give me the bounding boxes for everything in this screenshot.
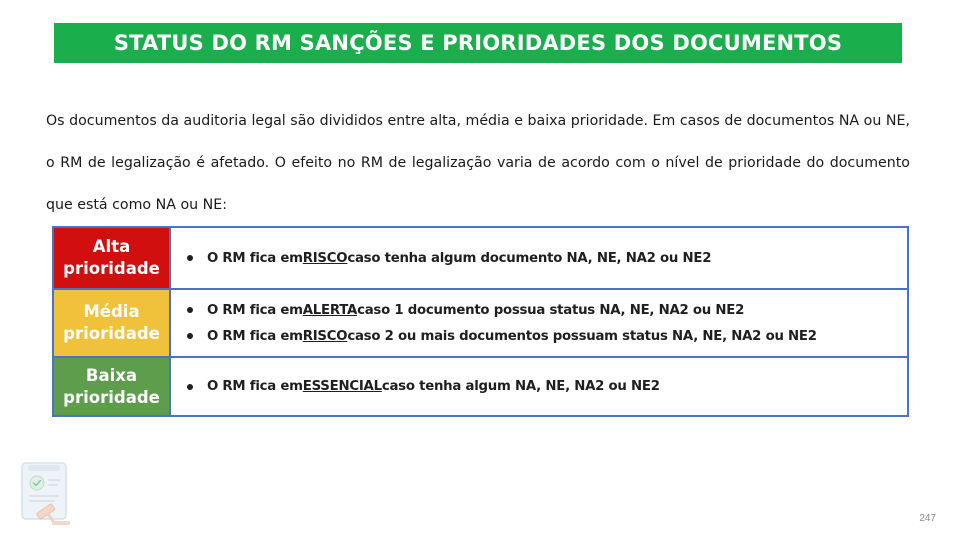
rule-keyword: RISCO bbox=[302, 250, 348, 266]
rule-text-after: caso tenha algum documento NA, NE, NA2 ou NE2 bbox=[347, 250, 712, 266]
rule-item bbox=[187, 245, 907, 271]
priority-content-medium bbox=[171, 290, 907, 356]
priority-label-low: Baixa prioridade bbox=[54, 358, 171, 415]
priority-row-high bbox=[54, 228, 907, 288]
rule-text-before: O RM fica em bbox=[207, 379, 303, 394]
rule-item bbox=[187, 374, 907, 400]
rule-keyword: ESSENCIAL bbox=[302, 379, 382, 394]
priority-content-high bbox=[171, 228, 907, 288]
priority-content-low bbox=[171, 358, 907, 415]
bullet-dot-icon bbox=[187, 333, 193, 339]
legal-document-gavel-icon bbox=[20, 461, 76, 527]
rule-text-before: O RM fica em bbox=[207, 302, 303, 318]
rule-keyword: ALERTA bbox=[302, 302, 358, 318]
priority-label-high: Alta prioridade bbox=[54, 228, 171, 288]
rule-text-after: caso 2 ou mais documentos possuam status NA, NE, NA2 ou NE2 bbox=[347, 328, 817, 344]
rule-text-after: caso 1 documento possua status NA, NE, NA2 ou NE2 bbox=[357, 302, 745, 318]
intro-paragraph: Os documentos da auditoria legal são divididos entre alta, média e baixa prioridade. Em casos de documentos NA ou NE, o RM de legalização é afetado. O efeito no RM de legalização varia de acordo com o nível de prioridade do documento que está como NA ou NE: bbox=[46, 113, 910, 213]
priority-row-medium bbox=[54, 288, 907, 356]
rule-item bbox=[187, 323, 907, 349]
priority-table bbox=[52, 226, 909, 417]
rule-text-after: caso tenha algum NA, NE, NA2 ou NE2 bbox=[381, 379, 660, 394]
bullet-dot-icon bbox=[187, 307, 193, 313]
page-title: STATUS DO RM SANÇÕES E PRIORIDADES DOS DOCUMENTOS bbox=[113, 31, 843, 55]
bullet-dot-icon bbox=[187, 255, 193, 261]
rule-text-before: O RM fica em bbox=[207, 250, 303, 266]
rule-item bbox=[187, 297, 907, 323]
rule-text-before: O RM fica em bbox=[207, 328, 303, 344]
title-banner bbox=[54, 23, 902, 63]
page-number: 247 bbox=[919, 513, 936, 524]
priority-row-low bbox=[54, 356, 907, 415]
bullet-dot-icon bbox=[187, 384, 193, 390]
rule-keyword: RISCO bbox=[302, 328, 348, 344]
priority-label-medium: Média prioridade bbox=[54, 290, 171, 356]
